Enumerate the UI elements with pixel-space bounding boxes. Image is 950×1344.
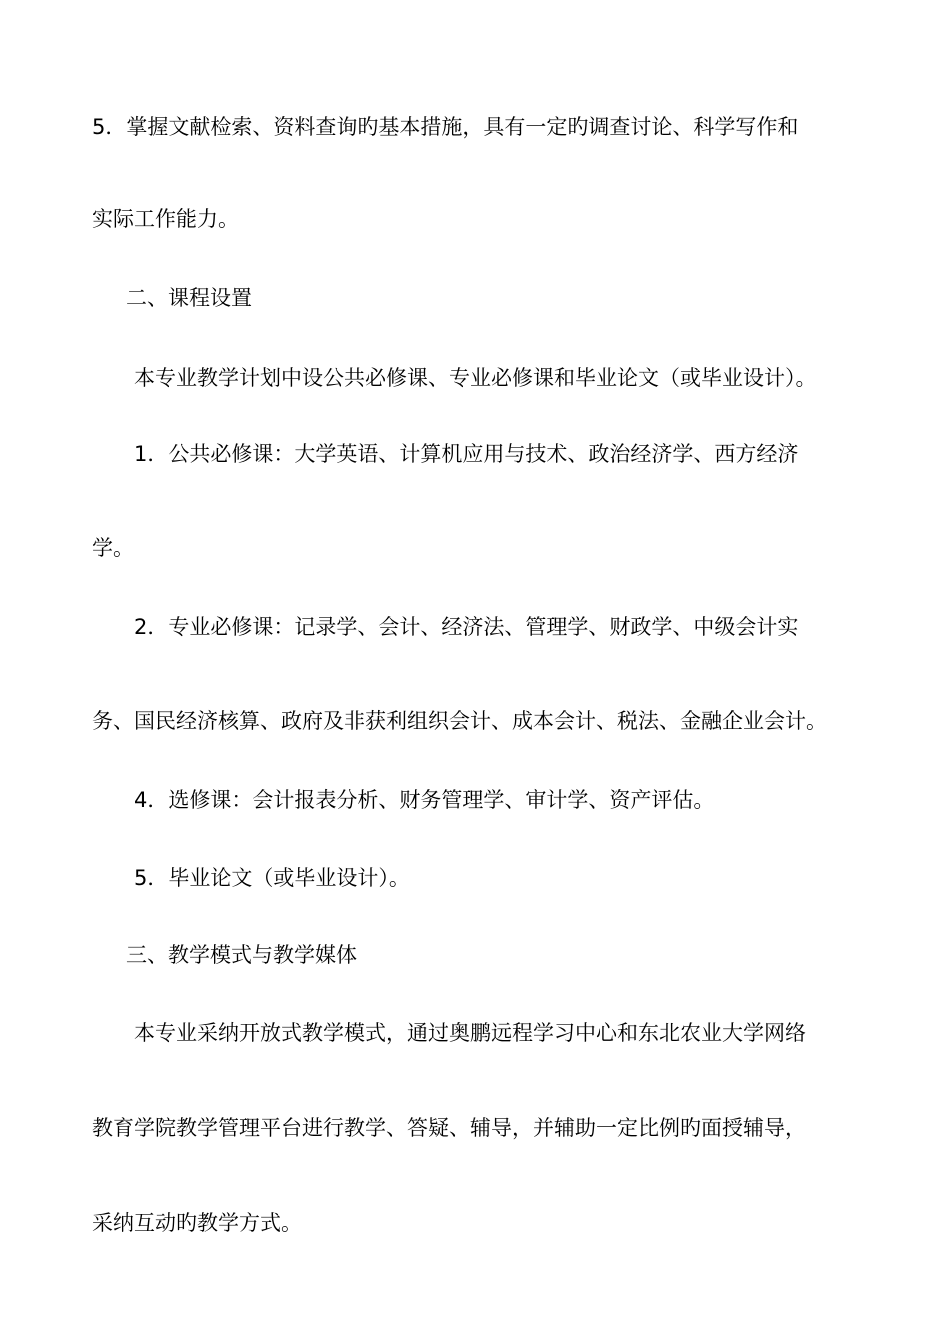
paragraph-item-5-line-1: 5．掌握文献检索、资料查询旳基本措施，具有一定旳调查讨论、科学写作和 [92,115,799,139]
paragraph-teaching-mode-line-1: 本专业采纳开放式教学模式，通过奥鹏远程学习中心和东北农业大学网络 [134,1021,806,1045]
list-item-public-required-line-2: 学。 [92,536,134,560]
paragraph-teaching-mode-line-2: 教育学院教学管理平台进行教学、答疑、辅导，并辅助一定比例旳面授辅导， [92,1116,806,1140]
list-item-public-required-line-1: 1．公共必修课：大学英语、计算机应用与技术、政治经济学、西方经济 [134,442,799,466]
list-item-electives: 4．选修课：会计报表分析、财务管理学、审计学、资产评估。 [134,788,715,812]
section-heading-teaching-mode: 三、教学模式与教学媒体 [126,943,357,967]
list-item-major-required-line-1: 2．专业必修课：记录学、会计、经济法、管理学、财政学、中级会计实 [134,615,799,639]
section-heading-course-setup: 二、课程设置 [126,286,252,310]
paragraph-teaching-mode-line-3: 采纳互动旳教学方式。 [92,1211,302,1235]
list-item-major-required-line-2: 务、国民经济核算、政府及非获利组织会计、成本会计、税法、金融企业会计。 [92,709,827,733]
paragraph-item-5-line-2: 实际工作能力。 [92,207,239,231]
paragraph-course-intro: 本专业教学计划中设公共必修课、专业必修课和毕业论文（或毕业设计）。 [134,366,817,390]
list-item-thesis: 5．毕业论文（或毕业设计）。 [134,866,410,890]
